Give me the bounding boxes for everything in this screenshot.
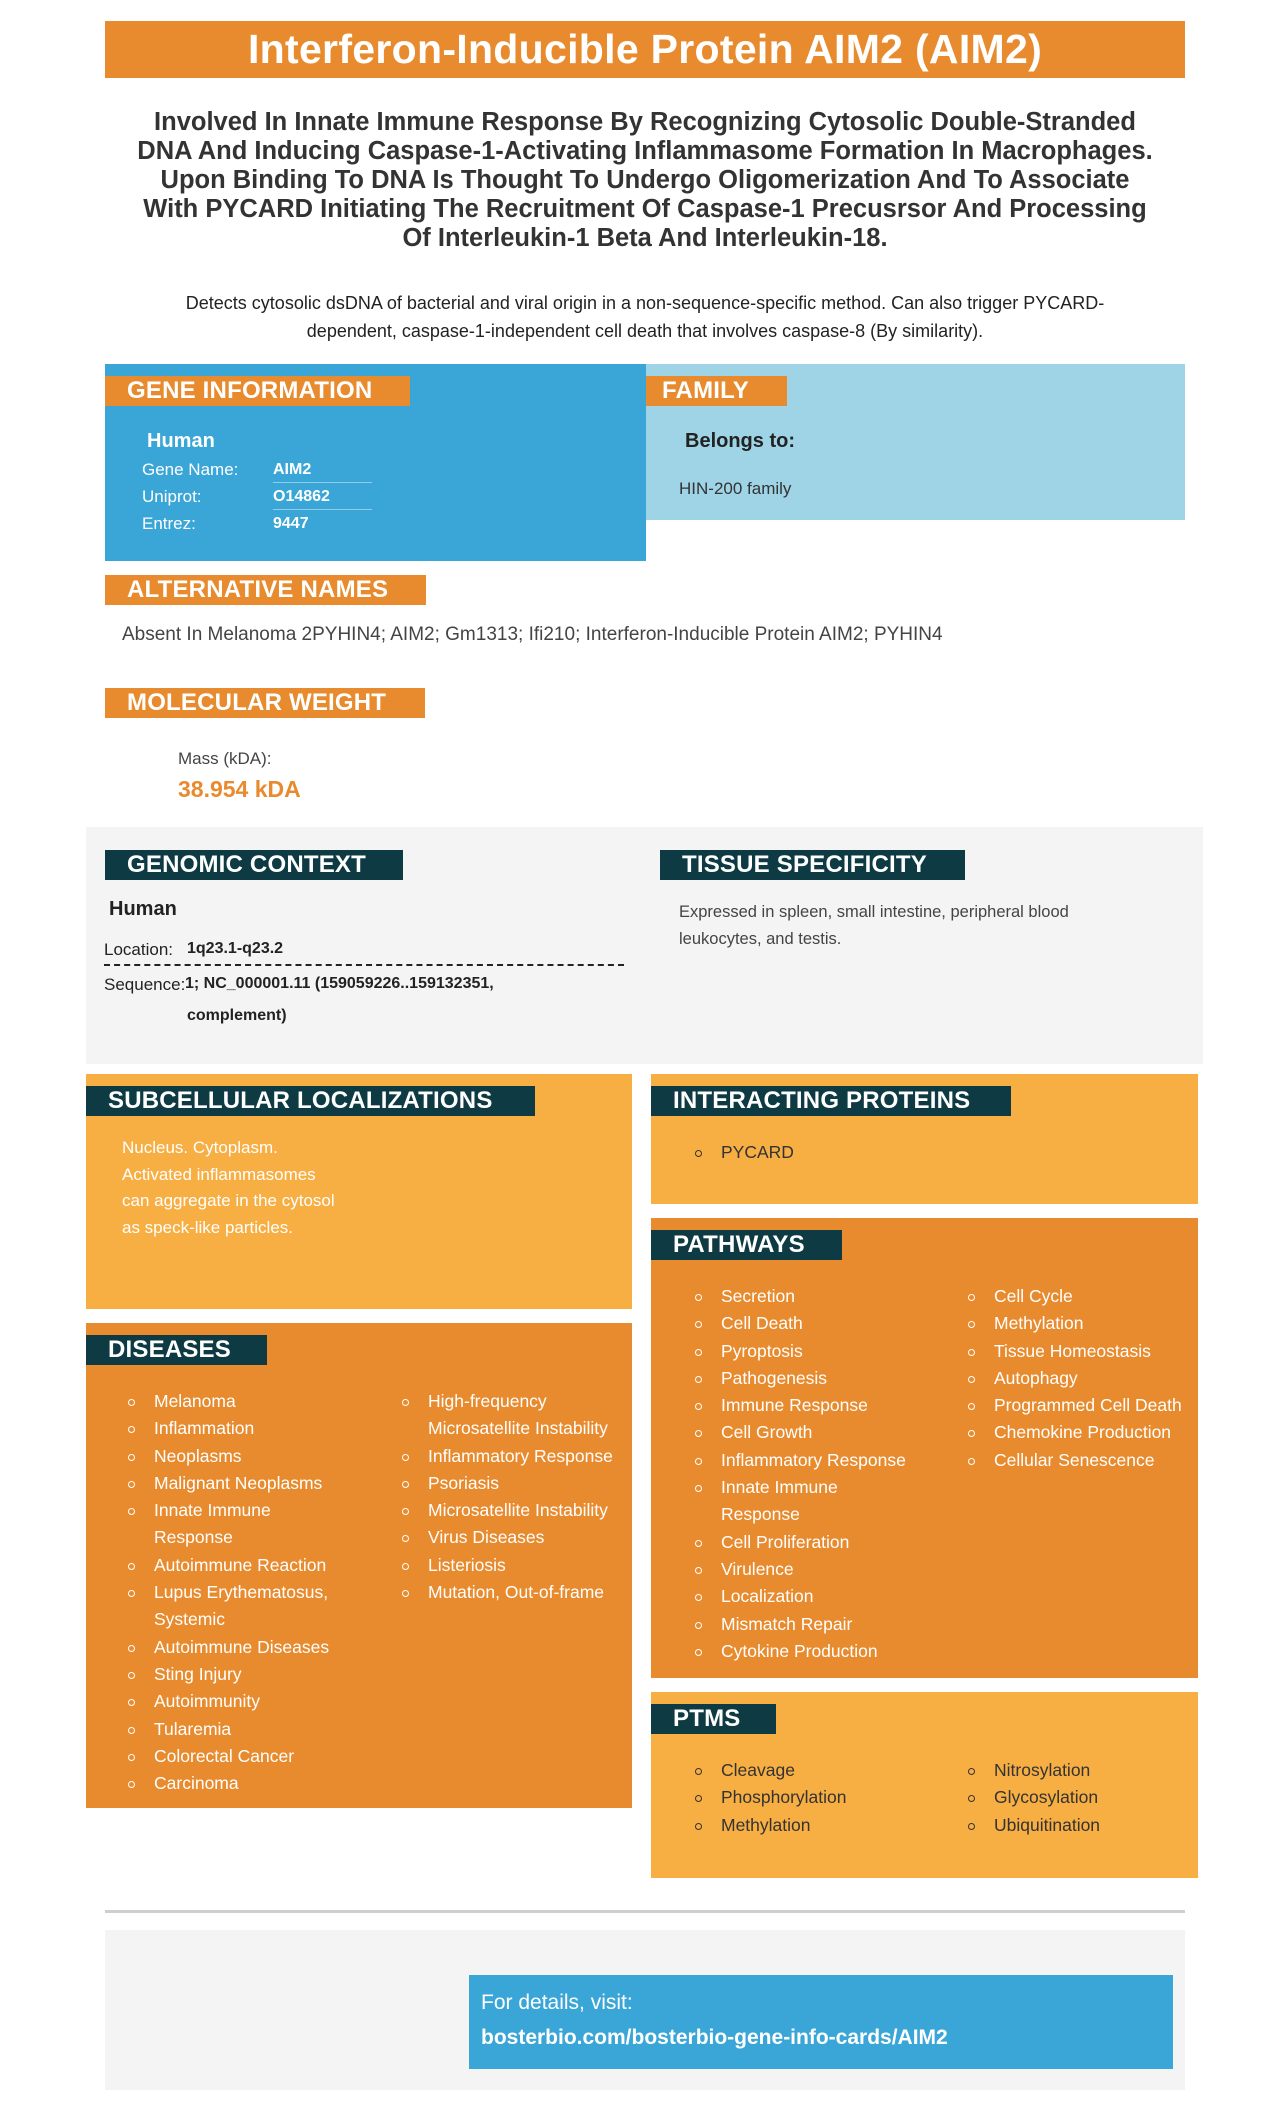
list-item: Microsatellite Instability [400, 1497, 625, 1524]
family-value: HIN-200 family [679, 479, 792, 498]
ptms-heading: PTMS [651, 1704, 776, 1734]
list-item: PYCARD [693, 1139, 794, 1166]
gene-row-value: AIM2 [273, 461, 312, 478]
list-item: Immune Response [693, 1392, 933, 1419]
gene-row-entrez [142, 511, 357, 537]
gene-row-label: Uniprot: [142, 487, 202, 506]
alternative-names-heading: ALTERNATIVE NAMES [105, 575, 426, 605]
list-item: Cell Growth [693, 1419, 933, 1446]
list-item: Virus Diseases [400, 1524, 625, 1551]
page-title: Interferon-Inducible Protein AIM2 (AIM2) [105, 21, 1185, 78]
list-item: High-frequency Microsatellite Instability [400, 1388, 625, 1443]
list-item: Cell Death [693, 1310, 933, 1337]
gene-row-value: 9447 [273, 515, 309, 532]
gene-row-value: O14862 [273, 488, 330, 505]
family-heading: FAMILY [646, 376, 787, 406]
list-item: Inflammatory Response [400, 1443, 625, 1470]
gene-row-label: Entrez: [142, 514, 196, 533]
list-item: Ubiquitination [966, 1812, 1191, 1839]
interacting-proteins-list [693, 1139, 794, 1166]
diseases-list-col1 [126, 1388, 366, 1797]
list-item: Carcinoma [126, 1770, 366, 1797]
list-item: Neoplasms [126, 1443, 366, 1470]
list-item: Autoimmune Diseases [126, 1634, 366, 1661]
location-value: 1q23.1-q23.2 [187, 940, 284, 957]
list-item: Colorectal Cancer [126, 1743, 366, 1770]
sequence-label: Sequence: [104, 975, 186, 994]
molecular-weight-heading: MOLECULAR WEIGHT [105, 688, 425, 718]
sequence-value-continued: complement) [187, 1007, 287, 1024]
list-item: Cellular Senescence [966, 1447, 1191, 1474]
gene-row-label: Gene Name: [142, 460, 239, 479]
subcellular-panel [86, 1074, 632, 1309]
pathways-panel [651, 1218, 1198, 1678]
gene-information-panel [105, 364, 646, 561]
list-item: Chemokine Production [966, 1419, 1191, 1446]
list-item: Tissue Homeostasis [966, 1338, 1191, 1365]
list-item: Virulence [693, 1556, 933, 1583]
list-item: Malignant Neoplasms [126, 1470, 366, 1497]
ptms-list-col2 [966, 1757, 1191, 1839]
ptms-panel [651, 1692, 1198, 1878]
gene-species: Human [147, 430, 215, 452]
genomic-context-heading: GENOMIC CONTEXT [105, 850, 403, 880]
list-item: Cell Proliferation [693, 1529, 933, 1556]
gene-row-name [142, 457, 357, 483]
list-item: Programmed Cell Death [966, 1392, 1191, 1419]
family-belongs-label: Belongs to: [685, 430, 795, 452]
list-item: Innate Immune Response [693, 1474, 853, 1529]
list-item: Pyroptosis [693, 1338, 933, 1365]
mass-value: 38.954 kDA [178, 776, 301, 802]
subcellular-text: Nucleus. Cytoplasm. Activated inflammasomes can aggregate in the cytosol as speck-like particles. [122, 1138, 335, 1237]
interacting-proteins-panel [651, 1074, 1198, 1204]
gene-row-divider [273, 509, 372, 510]
interacting-proteins-heading: INTERACTING PROTEINS [651, 1086, 1011, 1116]
gene-row-uniprot [142, 484, 357, 510]
list-item: Tularemia [126, 1716, 366, 1743]
list-item: Lupus Erythematosus, Systemic [126, 1579, 356, 1634]
list-item: Inflammation [126, 1415, 366, 1442]
function-headline: Involved In Innate Immune Response By Recognizing Cytosolic Double-Stranded DNA And Inducing Caspase-1-Activating Inflammasome Formation In Macrophages. Upon Binding To DNA Is Thought To Undergo Oligomerization And To Associate With PYCARD Initiating The Recruitment Of Caspase-1 Precusrsor And Processing Of Interleukin-1 Beta And Interleukin-18. [137, 108, 1153, 252]
list-item: Mutation, Out-of-frame [400, 1579, 625, 1606]
details-label: For details, visit: [481, 1991, 633, 2014]
list-item: Pathogenesis [693, 1365, 933, 1392]
diseases-heading: DISEASES [86, 1335, 267, 1365]
diseases-panel [86, 1323, 632, 1808]
list-item: Listeriosis [400, 1552, 625, 1579]
list-item: Sting Injury [126, 1661, 366, 1688]
pathways-heading: PATHWAYS [651, 1230, 842, 1260]
tissue-specificity-text: Expressed in spleen, small intestine, peripheral blood leukocytes, and testis. [679, 903, 1069, 948]
location-label: Location: [104, 940, 173, 959]
list-item: Autoimmunity [126, 1688, 366, 1715]
list-item: Nitrosylation [966, 1757, 1191, 1784]
sequence-value: 1; NC_000001.11 (159059226..159132351, [185, 975, 494, 992]
list-item: Phosphorylation [693, 1784, 933, 1811]
list-item: Secretion [693, 1283, 933, 1310]
ptms-list-col1 [693, 1757, 933, 1839]
genomic-species: Human [109, 898, 177, 920]
function-summary: Detects cytosolic dsDNA of bacterial and viral origin in a non-sequence-specific method. Can also trigger PYCARD-dependent, caspase-1-independent cell death that involves caspase-8 (By similarity). [185, 293, 1105, 341]
gene-row-divider [273, 482, 372, 483]
list-item: Glycosylation [966, 1784, 1191, 1811]
list-item: Inflammatory Response [693, 1447, 933, 1474]
gene-information-heading: GENE INFORMATION [105, 376, 410, 406]
list-item: Cytokine Production [693, 1638, 933, 1665]
list-item: Autophagy [966, 1365, 1191, 1392]
subcellular-heading: SUBCELLULAR LOCALIZATIONS [86, 1086, 535, 1116]
list-item: Cleavage [693, 1757, 933, 1784]
family-panel [646, 364, 1185, 520]
list-item: Localization [693, 1583, 933, 1610]
location-divider [104, 964, 624, 966]
mass-label: Mass (kDA): [178, 749, 272, 768]
footer-divider [105, 1910, 1185, 1913]
list-item: Autoimmune Reaction [126, 1552, 366, 1579]
details-link-box[interactable] [469, 1975, 1173, 2069]
list-item: Methylation [966, 1310, 1191, 1337]
alternative-names-text: Absent In Melanoma 2PYHIN4; AIM2; Gm1313; Ifi210; Interferon-Inducible Protein AIM2; PYHIN4 [122, 624, 943, 645]
list-item: Cell Cycle [966, 1283, 1191, 1310]
list-item: Psoriasis [400, 1470, 625, 1497]
details-url-link[interactable]: bosterbio.com/bosterbio-gene-info-cards/AIM2 [481, 2026, 948, 2049]
list-item: Methylation [693, 1812, 933, 1839]
list-item: Innate Immune Response [126, 1497, 286, 1552]
pathways-list-col2 [966, 1283, 1191, 1474]
tissue-specificity-heading: TISSUE SPECIFICITY [660, 850, 965, 880]
list-item: Mismatch Repair [693, 1611, 933, 1638]
pathways-list-col1 [693, 1283, 933, 1665]
diseases-list-col2 [400, 1388, 625, 1606]
list-item: Melanoma [126, 1388, 366, 1415]
